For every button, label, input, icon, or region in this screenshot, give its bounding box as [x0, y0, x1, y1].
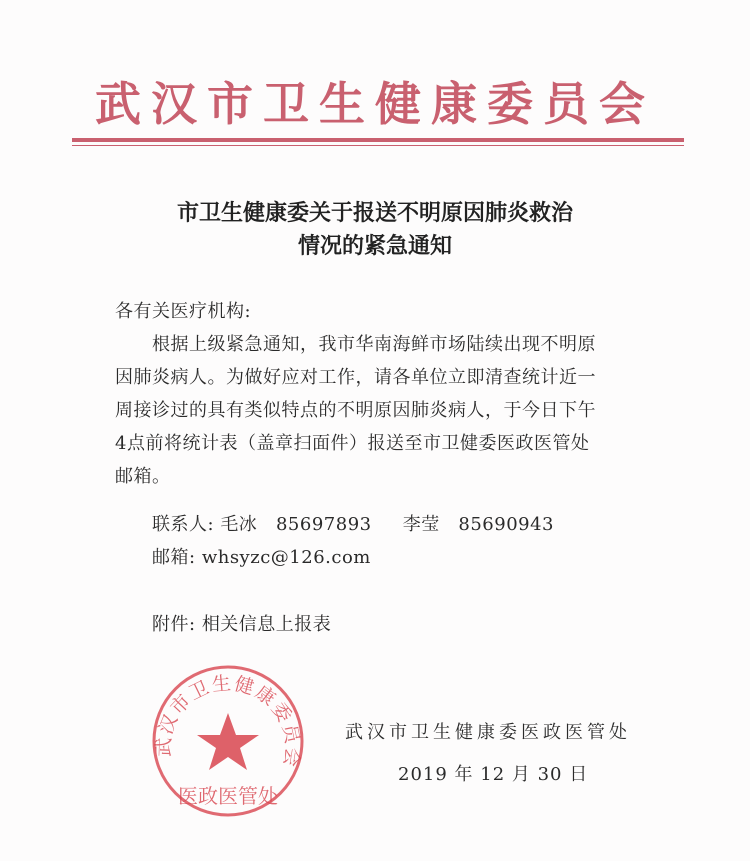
contact1-name: 毛冰: [220, 514, 258, 535]
contact2-phone: 85690943: [458, 514, 555, 535]
letterhead-organization: 武汉市卫生健康委员会: [95, 77, 655, 131]
contact-label: 联系人:: [152, 514, 215, 535]
issue-date: 2019 年 12 月 30 日: [398, 764, 589, 785]
paragraph-line: 邮箱。: [115, 466, 171, 487]
attachment-label: 附件:: [152, 614, 196, 635]
seal-arc-text: 武汉市卫生健康委员会: [152, 672, 304, 771]
document-title-line2: 情况的紧急通知: [297, 233, 452, 259]
official-seal: [150, 663, 306, 819]
letterhead-rule-thin: [72, 145, 684, 146]
attachment-name: 相关信息上报表: [201, 614, 332, 635]
email-address: whsyzc@126.com: [201, 547, 371, 568]
document-title-line1: 市卫生健康委关于报送不明原因肺炎救治: [176, 200, 573, 226]
seal-bottom-text: 医政医管处: [178, 784, 278, 808]
salutation: 各有关医疗机构:: [115, 301, 252, 322]
issuer-signature: 武汉市卫生健康委医政医管处: [345, 722, 631, 743]
email-line: [152, 543, 371, 569]
seal-star-icon: [197, 713, 259, 770]
contact-line: [152, 510, 554, 536]
paragraph-line: 根据上级紧急通知，我市华南海鲜市场陆续出现不明原: [152, 334, 596, 355]
letterhead-rule-thick: [72, 138, 684, 142]
paragraph-line: 周接诊过的具有类似特点的不明原因肺炎病人，于今日下午: [115, 400, 596, 421]
contact2-name: 李莹: [402, 514, 440, 535]
email-label: 邮箱:: [152, 547, 196, 568]
paragraph-line: 4点前将统计表（盖章扫面件）报送至市卫健委医政医管处: [115, 433, 590, 454]
contact1-phone: 85697893: [275, 514, 372, 535]
paragraph-line: 因肺炎病人。为做好应对工作，请各单位立即清查统计近一: [115, 367, 596, 388]
attachment-line: [152, 610, 331, 636]
